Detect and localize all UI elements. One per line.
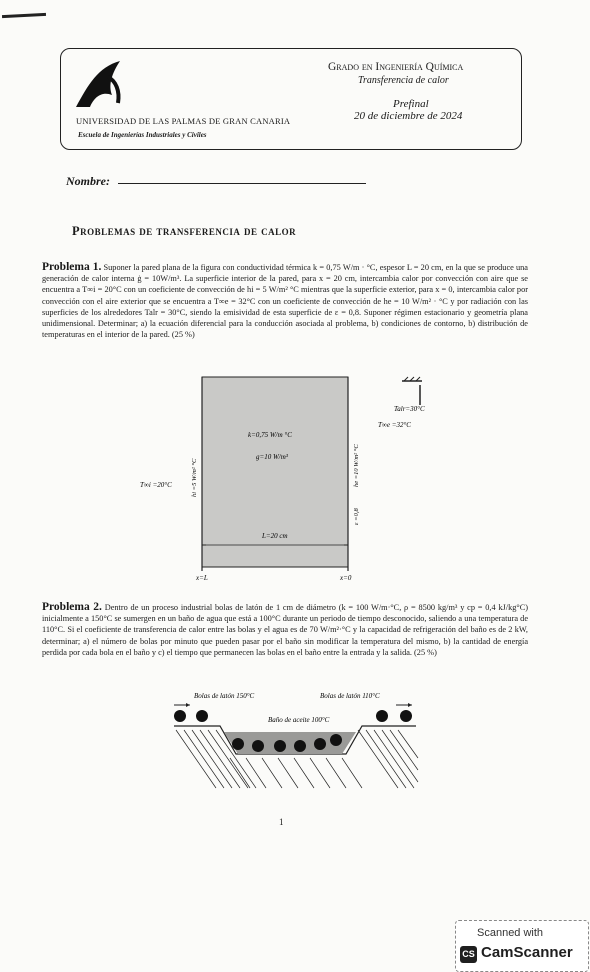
- university-logo-icon: [68, 55, 138, 115]
- he-label: he =10 W/m² °C: [353, 444, 360, 487]
- x-0-label: x=0: [340, 574, 352, 582]
- camscanner-brand: CamScanner: [481, 944, 573, 961]
- L-label: L=20 cm: [262, 532, 288, 540]
- x-L-label: x=L: [196, 574, 208, 582]
- k-label: k=0,75 W/m °C: [248, 431, 292, 439]
- name-line: [118, 183, 366, 184]
- problem-2: [42, 602, 528, 658]
- name-label: Nombre:: [66, 174, 110, 188]
- section-title: Problemas de transferencia de calor: [72, 224, 297, 238]
- brass-ball: [252, 740, 264, 752]
- problem-2-text: Dentro de un proceso industrial bolas de latón de 1 cm de diámetro (k = 100 W/m·°C, ρ = 8500 kg/m³ y cp = 0,4 kJ/kg°C) inicialmente a 150°C se sumergen en un baño de agua que está a 100°C durante un periodo de tiempo desconocido, saliendo a una temperatura de 110°C. Si el coeficiente de transferencia de calor entre las bolas y el agua es de 70 W/m²·°C y la capacidad de refrigeración del baño es de 2 kW, determinar; a) el número de bolas por minuto que pueden pasar por el baño sin modificar la temperatura del mismo, b) la cantidad de energía perdida por cada bola en el baño y c) el tiempo que permanecen las bolas en el baño entre la entrada y la salida. (25 %): [42, 603, 528, 657]
- school-name: Escuela de Ingenierías Industriales y Civiles: [78, 131, 207, 139]
- exam-date: 20 de diciembre de 2024: [354, 110, 463, 122]
- subject-title: Transferencia de calor: [358, 75, 449, 86]
- t-inf-e-label: T∞e =32°C: [378, 421, 411, 429]
- brass-ball: [196, 710, 208, 722]
- scanned-with-text: Scanned with: [477, 927, 544, 939]
- problem-1: [42, 262, 528, 340]
- university-name: UNIVERSIDAD DE LAS PALMAS DE GRAN CANARIA: [76, 116, 291, 126]
- wall-diagram: [140, 375, 430, 585]
- hi-label: hi =5 W/m² °C: [191, 458, 198, 497]
- bath-diagram: [170, 690, 420, 790]
- problem-2-title: Problema 2.: [42, 601, 102, 613]
- in-balls-label: Bolas de latón 150°C: [194, 692, 255, 700]
- brass-ball: [174, 710, 186, 722]
- t-alr-label: Talr=30°C: [394, 405, 425, 413]
- degree-title: Grado en Ingeniería Química: [328, 61, 464, 73]
- bath-label: Baño de aceite 100°C: [268, 716, 330, 724]
- brass-ball: [400, 710, 412, 722]
- brass-ball: [314, 738, 326, 750]
- t-inf-i-label: T∞i =20°C: [140, 481, 172, 489]
- problem-1-title: Problema 1.: [42, 261, 102, 273]
- scan-artifact: [2, 13, 46, 18]
- eps-label: ε =0,8: [353, 508, 360, 525]
- page-number: 1: [279, 817, 284, 827]
- g-label: g=10 W/m³: [256, 453, 288, 461]
- brass-ball: [376, 710, 388, 722]
- brass-ball: [330, 734, 342, 746]
- camscanner-logo-icon: CS: [460, 946, 477, 963]
- exam-type: Prefinal: [393, 98, 429, 110]
- out-balls-label: Bolas de latón 110°C: [320, 692, 380, 700]
- brass-ball: [294, 740, 306, 752]
- brass-ball: [274, 740, 286, 752]
- brass-ball: [232, 738, 244, 750]
- problem-1-text: Suponer la pared plana de la figura con conductividad térmica k = 0,75 W/m · °C, espesor L = 20 cm, en la que se produce una generación de calor interna ġ = 10W/m³. La superficie interior de la pared, para x = 20 cm, intercambia calor por convección con aire que se encuentra a T∞i = 20°C con un coeficiente de convección de hi = 5 W/m² °C mientras que la superficie exterior, para x = 0, intercambia calor por convección con el aire exterior que se encuentra a T∞e = 32°C con un coeficiente de convección de he = 10 W/m² · °C y por radiación con las superficies de los alrededores Talr = 30°C, siendo la emisividad de esta superficie de ε = 0,8. Suponer régimen estacionario y geometría plana unidimensional. Determinar; a) la ecuación diferencial para la conducción asociada al problema, b) condiciones de contorno, b) distribución de temperaturas en el interior de la pared. (25 %): [42, 263, 528, 340]
